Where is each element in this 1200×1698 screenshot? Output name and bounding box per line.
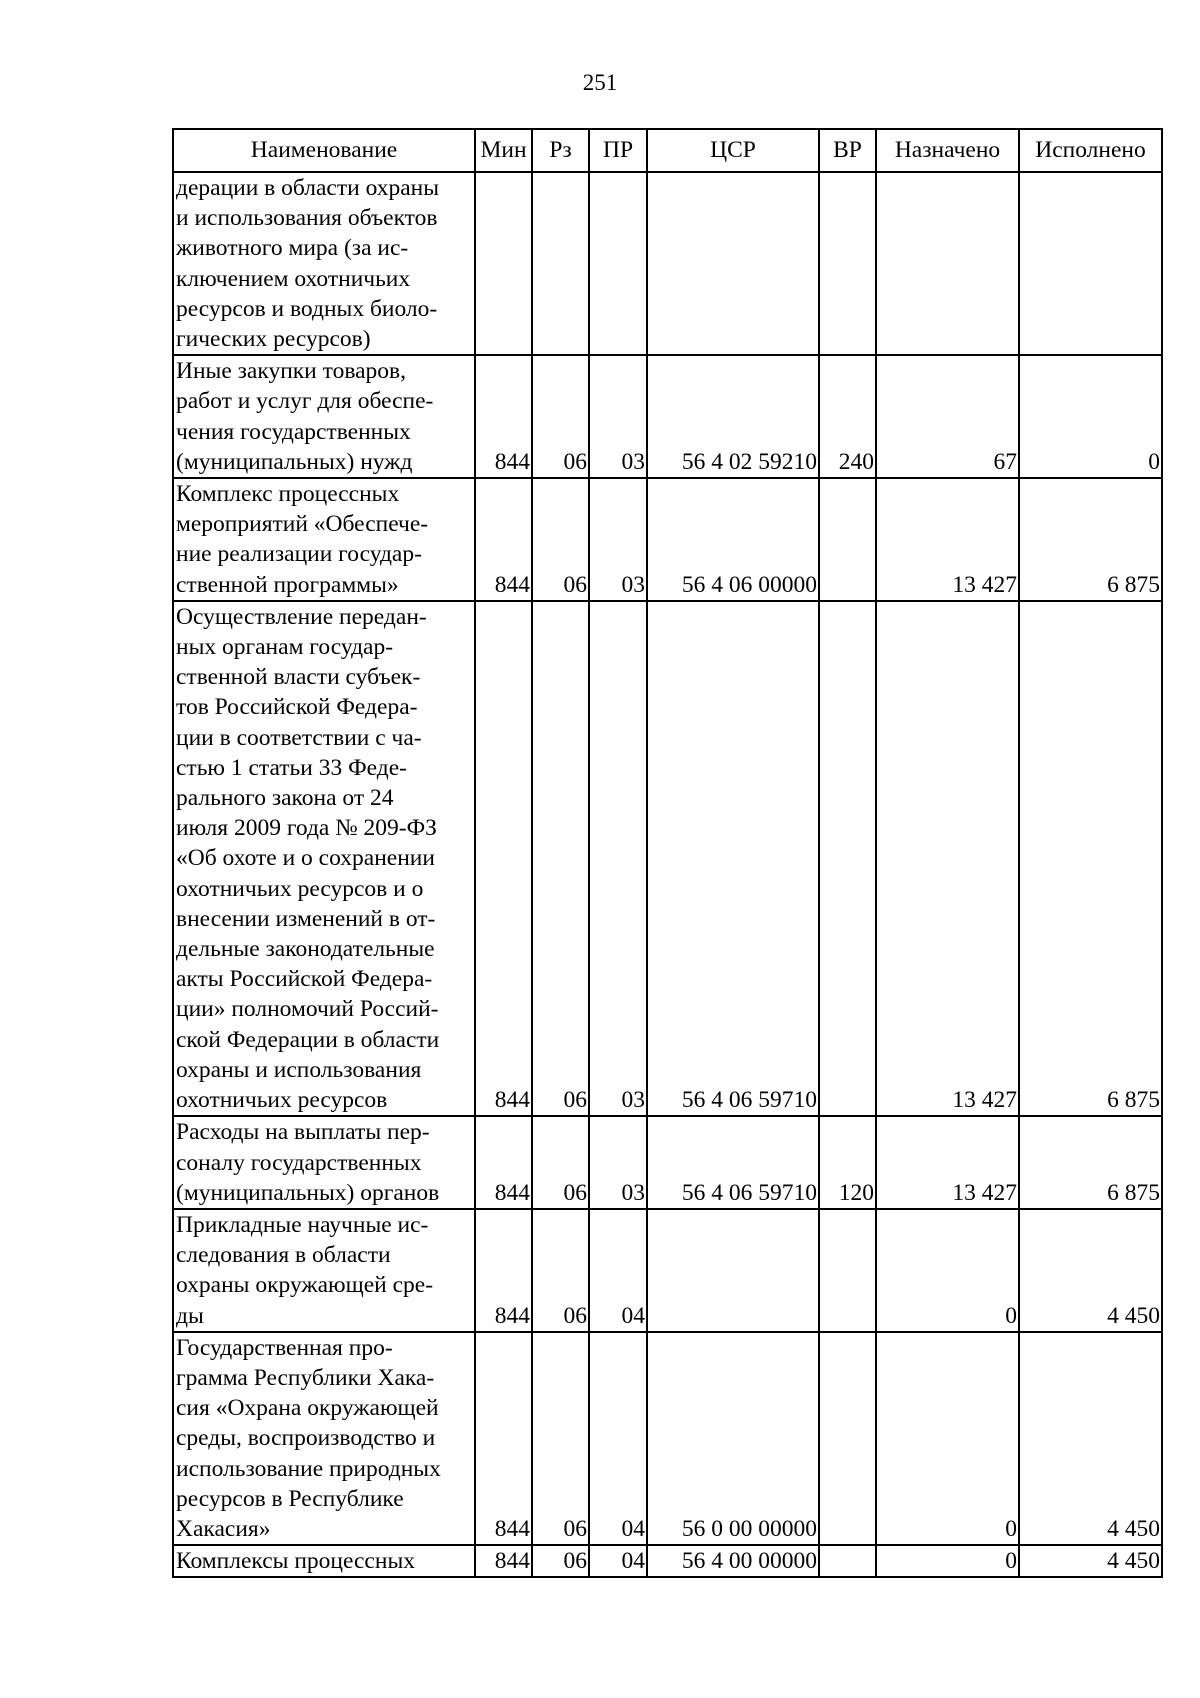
cell-min: 844 [475, 1116, 532, 1209]
cell-executed: 4 450 [1019, 1545, 1162, 1577]
name-line: соналу государственных [176, 1149, 422, 1176]
cell-executed: 6 875 [1019, 478, 1162, 601]
name-line: ресурсов и водных биоло- [176, 295, 438, 322]
cell-executed: 4 450 [1019, 1209, 1162, 1332]
name-line: «Об охоте и о сохранении [176, 845, 435, 872]
cell-executed: 0 [1019, 355, 1162, 478]
name-line: ных органам государ- [176, 634, 394, 661]
name-line: июля 2009 года № 209-ФЗ [176, 815, 437, 842]
header-min: Мин [475, 129, 532, 172]
name-line: Комплекс процессных [176, 481, 400, 508]
cell-vr [819, 1209, 876, 1332]
cell-min: 844 [475, 1332, 532, 1545]
name-line: охраны окружающей сре- [176, 1272, 434, 1299]
table-row [173, 1116, 1162, 1209]
name-line: стью 1 статьи 33 Феде- [176, 754, 407, 781]
cell-executed: 4 450 [1019, 1332, 1162, 1545]
name-line: Прикладные научные ис- [176, 1211, 429, 1238]
table-row [173, 601, 1162, 1116]
table-row [173, 172, 1162, 355]
header-csr: ЦСР [647, 129, 819, 172]
cell-min: 844 [475, 601, 532, 1116]
cell-vr [819, 1332, 876, 1545]
name-line: Хакасия» [176, 1515, 271, 1542]
cell-min: 844 [475, 478, 532, 601]
cell-assigned [876, 172, 1019, 355]
cell-pr: 03 [589, 601, 647, 1116]
name-line: Государственная про- [176, 1334, 393, 1361]
name-line: ции» полномочий Россий- [176, 996, 439, 1023]
header-name: Наименование [173, 129, 475, 172]
cell-pr: 04 [589, 1545, 647, 1577]
cell-vr [819, 1545, 876, 1577]
cell-pr: 04 [589, 1209, 647, 1332]
name-line: животного мира (за ис- [176, 235, 409, 262]
name-line: тов Российской Федера- [176, 694, 418, 721]
cell-vr [819, 601, 876, 1116]
cell-executed: 6 875 [1019, 1116, 1162, 1209]
cell-rz: 06 [532, 478, 589, 601]
cell-rz: 06 [532, 1209, 589, 1332]
name-line: среды, воспроизводство и [176, 1425, 436, 1452]
header-row [173, 129, 1162, 172]
name-line: охотничьих ресурсов [176, 1087, 388, 1114]
table-row [173, 355, 1162, 478]
budget-table [172, 128, 1163, 1578]
cell-assigned: 13 427 [876, 601, 1019, 1116]
cell-min: 844 [475, 1545, 532, 1577]
cell-name [173, 601, 475, 1116]
name-line: ние реализации государ- [176, 541, 422, 568]
cell-name [173, 478, 475, 601]
header-assigned: Назначено [876, 129, 1019, 172]
name-line: (муниципальных) органов [176, 1179, 440, 1206]
cell-rz: 06 [532, 1332, 589, 1545]
name-line: работ и услуг для обеспе- [176, 388, 434, 415]
name-line: использование природных [176, 1455, 441, 1482]
cell-assigned: 0 [876, 1545, 1019, 1577]
table-row [173, 478, 1162, 601]
name-line: Комплексы процессных [176, 1548, 415, 1575]
name-line: охотничьих ресурсов и о [176, 875, 424, 902]
name-line: ской Федерации в области [176, 1026, 440, 1053]
name-line: Иные закупки товаров, [176, 358, 407, 385]
cell-vr [819, 478, 876, 601]
name-line: ственной программы» [176, 571, 399, 598]
name-line: гических ресурсов) [176, 326, 371, 353]
cell-rz: 06 [532, 1116, 589, 1209]
cell-rz: 06 [532, 355, 589, 478]
cell-vr: 240 [819, 355, 876, 478]
cell-rz: 06 [532, 601, 589, 1116]
header-pr: ПР [589, 129, 647, 172]
page-number: 251 [582, 70, 618, 95]
cell-vr [819, 172, 876, 355]
name-line: ключением охотничьих [176, 265, 411, 292]
name-line: и использования объектов [176, 205, 438, 232]
name-line: Осуществление передан- [176, 603, 427, 630]
name-line: ресурсов в Республике [176, 1485, 404, 1512]
header-vr: ВР [819, 129, 876, 172]
name-line: Расходы на выплаты пер- [176, 1119, 430, 1146]
cell-pr: 04 [589, 1332, 647, 1545]
name-line: грамма Республики Хака- [176, 1364, 435, 1391]
name-line: сия «Охрана окружающей [176, 1395, 439, 1422]
name-line: внесении изменений в от- [176, 905, 436, 932]
cell-vr: 120 [819, 1116, 876, 1209]
table-row [173, 1209, 1162, 1332]
cell-pr [589, 172, 647, 355]
cell-csr: 56 4 06 00000 [647, 478, 819, 601]
header-executed: Исполнено [1019, 129, 1162, 172]
name-line: мероприятий «Обеспече- [176, 511, 429, 538]
name-line: дельные законодательные [176, 936, 435, 963]
cell-pr: 03 [589, 355, 647, 478]
cell-csr: 56 4 06 59710 [647, 1116, 819, 1209]
cell-rz [532, 172, 589, 355]
cell-csr: 56 4 06 59710 [647, 601, 819, 1116]
table-row [173, 1332, 1162, 1545]
cell-min: 844 [475, 355, 532, 478]
cell-csr: 56 0 00 00000 [647, 1332, 819, 1545]
name-line: охраны и использования [176, 1056, 422, 1083]
cell-assigned: 13 427 [876, 1116, 1019, 1209]
cell-pr: 03 [589, 1116, 647, 1209]
cell-assigned: 67 [876, 355, 1019, 478]
name-line: дерации в области охраны [176, 175, 440, 201]
cell-executed: 6 875 [1019, 601, 1162, 1116]
cell-name [173, 1116, 475, 1209]
table-row [173, 1545, 1162, 1577]
cell-name [173, 1209, 475, 1332]
cell-assigned: 0 [876, 1332, 1019, 1545]
cell-name [173, 355, 475, 478]
name-line: чения государственных [176, 418, 411, 445]
cell-min [475, 172, 532, 355]
name-line: ственной власти субъек- [176, 664, 421, 691]
name-line: ции в соответствии с ча- [176, 724, 422, 751]
name-line: (муниципальных) нужд [176, 448, 413, 475]
table-body [173, 172, 1162, 1577]
cell-csr: 56 4 02 59210 [647, 355, 819, 478]
name-line: рального закона от 24 [176, 785, 394, 812]
cell-name [173, 172, 475, 355]
cell-csr [647, 172, 819, 355]
cell-executed [1019, 172, 1162, 355]
header-rz: Рз [532, 129, 589, 172]
name-line: следования в области [176, 1242, 391, 1269]
cell-assigned: 13 427 [876, 478, 1019, 601]
cell-assigned: 0 [876, 1209, 1019, 1332]
cell-csr [647, 1209, 819, 1332]
cell-min: 844 [475, 1209, 532, 1332]
cell-rz: 06 [532, 1545, 589, 1577]
cell-csr: 56 4 00 00000 [647, 1545, 819, 1577]
name-line: акты Российской Федера- [176, 966, 433, 993]
cell-name [173, 1545, 475, 1577]
name-line: ды [176, 1302, 204, 1329]
cell-name [173, 1332, 475, 1545]
cell-pr: 03 [589, 478, 647, 601]
